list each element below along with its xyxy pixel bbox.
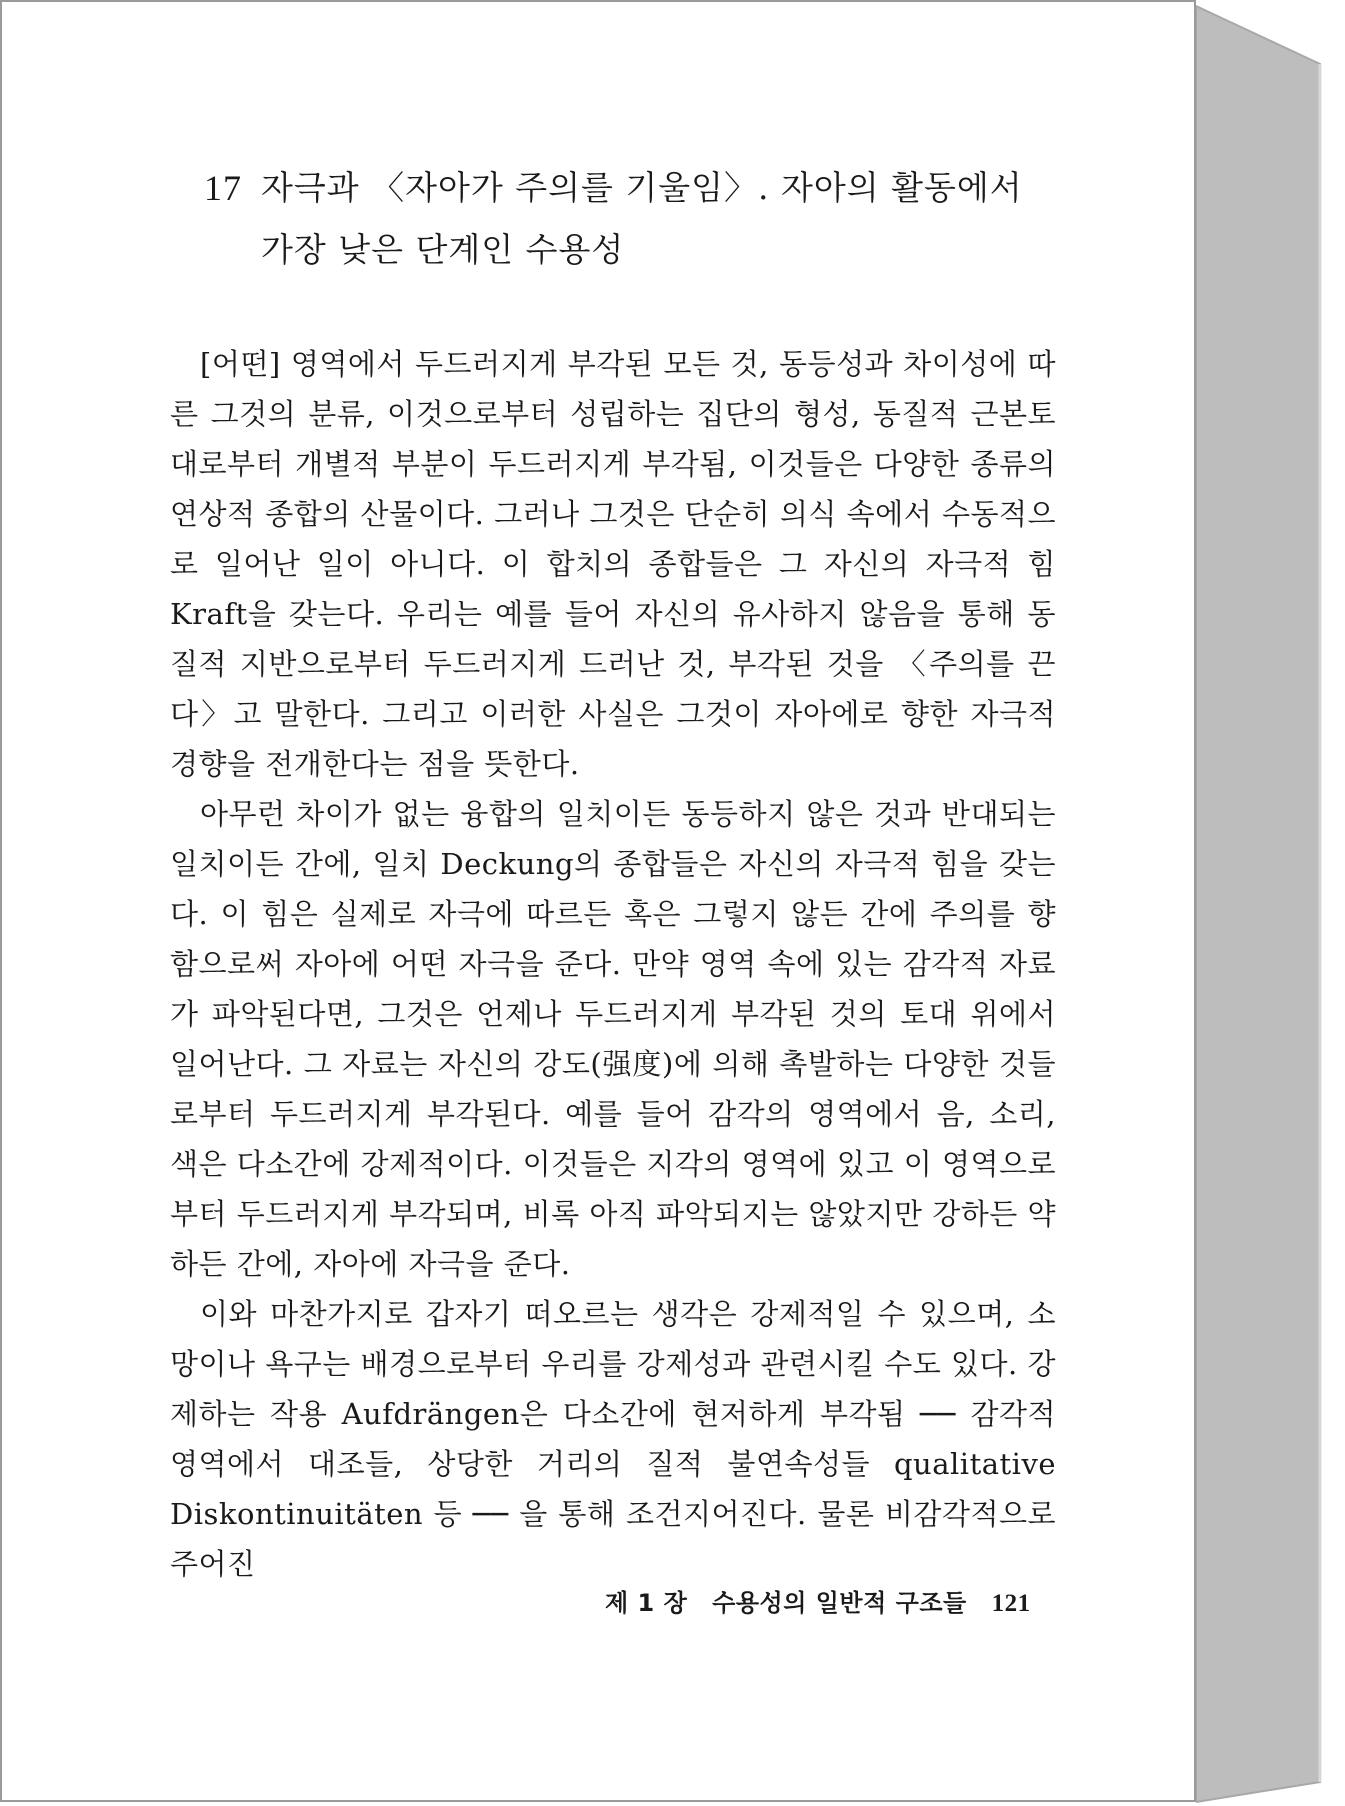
paragraph-1: [어떤] 영역에서 두드러지게 부각된 모든 것, 동등성과 차이성에 따른 그것의 분류, 이것으로부터 성립하는 집단의 형성, 동질적 근본토대로부터 개별적 부분이 두드러지게 부각됨, 이것들은 다양한 종류의 연상적 종합의 산물이다. 그러나 그것은 단순히 의식 속에서 수동적으로 일어난 일이 아니다. 이 합치의 종합들은 그 자신의 자극적 힘 Kraft을 갖는다. 우리는 예를 들어 자신의 유사하지 않음을 통해 동질적 지반으로부터 두드러지게 드러난 것, 부각된 것을 〈주의를 끈다〉고 말한다. 그리고 이러한 사실은 그것이 자아에로 향한 자극적 경향을 전개한다는 점을 뜻한다. xyxy=(170,347,1056,781)
section-number: 17 xyxy=(204,168,242,208)
page-content xyxy=(170,157,1056,1589)
paragraph-3: 이와 마찬가지로 갑자기 떠오르는 생각은 강제적일 수 있으며, 소망이나 욕구는 배경으로부터 우리를 강제성과 관련시킬 수도 있다. 강제하는 작용 Aufdrängen은 다소간에 현저하게 부각됨 ── 감각적 영역에서 대조들, 상당한 거리의 질적 불연속성들 qualitative Diskontinuitäten 등 ── 을 통해 조건지어진다. 물론 비감각적으로 주어진 xyxy=(170,1297,1056,1581)
page-number: 121 xyxy=(991,1590,1031,1617)
book-side-shape xyxy=(1196,0,1345,1806)
section-title: 자극과 〈자아가 주의를 기울임〉. 자아의 활동에서 가장 낮은 단계인 수용성 xyxy=(261,168,1023,269)
book-side-edge xyxy=(1196,0,1345,1806)
footer-title: 수용성의 일반적 구조들 xyxy=(712,1589,967,1617)
book-side-face xyxy=(1196,6,1320,1802)
paragraph-2: 아무런 차이가 없는 융합의 일치이든 동등하지 않은 것과 반대되는 일치이든 간에, 일치 Deckung의 종합들은 자신의 자극적 힘을 갖는다. 이 힘은 실제로 자극에 따르든 혹은 그렇지 않든 간에 주의를 향함으로써 자아에 어떤 자극을 준다. 만약 영역 속에 있는 감각적 자료가 파악된다면, 그것은 언제나 두드러지게 부각된 것의 토대 위에서 일어난다. 그 자료는 자신의 강도(强度)에 의해 촉발하는 다양한 것들로부터 두드러지게 부각된다. 예를 들어 감각의 영역에서 음, 소리, 색은 다소간에 강제적이다. 이것들은 지각의 영역에 있고 이 영역으로부터 두드러지게 부각되며, 비록 아직 파악되지는 않았지만 강하든 약하든 간에, 자아에 자극을 준다. xyxy=(170,797,1056,1281)
section-heading xyxy=(204,157,1056,281)
body-text xyxy=(170,339,1056,1589)
footer-chapter: 제 1 장 xyxy=(605,1589,688,1617)
running-footer xyxy=(605,1583,1031,1618)
